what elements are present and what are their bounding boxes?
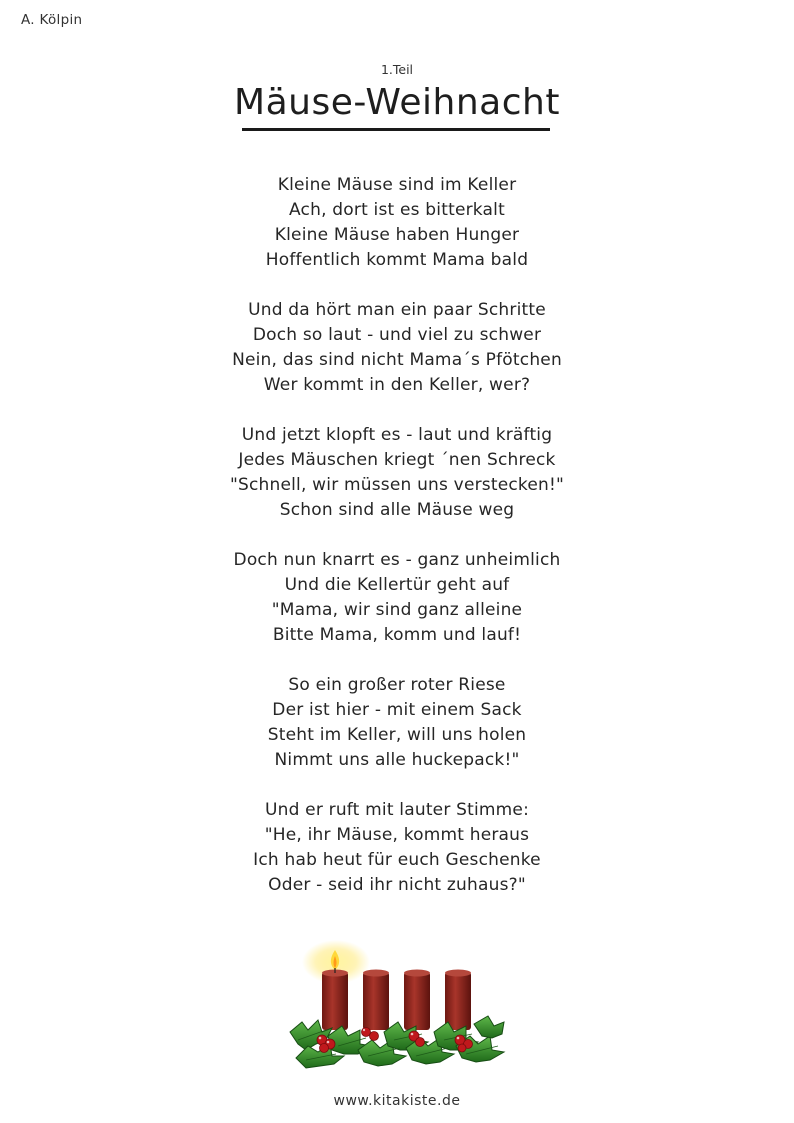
advent-wreath-candles-icon: [288, 940, 508, 1070]
poem-body: [0, 173, 794, 923]
poem-line: Der ist hier - mit einem Sack: [272, 700, 522, 720]
poem-line: Ich hab heut für euch Geschenke: [253, 850, 541, 870]
stanza-5: [0, 673, 794, 773]
part-label: 1.Teil: [380, 62, 414, 77]
poem-line: Und er ruft mit lauter Stimme:: [264, 800, 530, 820]
poem-title: Mäuse-Weihnacht: [234, 82, 560, 123]
poem-line: Steht im Keller, will uns holen: [267, 725, 527, 745]
poem-line: Wer kommt in den Keller, wer?: [263, 375, 531, 395]
poem-line: Doch so laut - und viel zu schwer: [252, 325, 542, 345]
stanza-1: [0, 173, 794, 273]
candle-2: [363, 972, 389, 1030]
poem-line: Bitte Mama, komm und lauf!: [272, 625, 522, 645]
poem-line: Oder - seid ihr nicht zuhaus?": [268, 875, 526, 895]
candle-1: [322, 972, 348, 1030]
poem-line: Hoffentlich kommt Mama bald: [265, 250, 529, 270]
poem-line: Kleine Mäuse haben Hunger: [274, 225, 520, 245]
poem-line: Nimmt uns alle huckepack!": [274, 750, 520, 770]
candle-4: [445, 972, 471, 1030]
stanza-4: [0, 548, 794, 648]
poem-line: Nein, das sind nicht Mama´s Pfötchen: [232, 350, 562, 370]
poem-line: Ach, dort ist es bitterkalt: [289, 200, 505, 220]
poem-line: "He, ihr Mäuse, kommt heraus: [264, 825, 530, 845]
poem-line: Und da hört man ein paar Schritte: [248, 300, 546, 320]
poem-line: Und die Kellertür geht auf: [284, 575, 510, 595]
footer-website: www.kitakiste.de: [333, 1093, 461, 1109]
author-name: A. Kölpin: [21, 12, 83, 28]
poem-line: "Mama, wir sind ganz alleine: [271, 600, 523, 620]
title-underline: [242, 128, 550, 131]
candle-3: [404, 972, 430, 1030]
poem-line: Kleine Mäuse sind im Keller: [277, 175, 517, 195]
poem-line: Und jetzt klopft es - laut und kräftig: [241, 425, 553, 445]
poem-line: "Schnell, wir müssen uns verstecken!": [229, 475, 565, 495]
poem-line: So ein großer roter Riese: [288, 675, 506, 695]
poem-line: Jedes Mäuschen kriegt ´nen Schreck: [238, 450, 556, 470]
stanza-6: [0, 798, 794, 898]
stanza-2: [0, 298, 794, 398]
stanza-3: [0, 423, 794, 523]
poem-line: Schon sind alle Mäuse weg: [279, 500, 515, 520]
poem-line: Doch nun knarrt es - ganz unheimlich: [233, 550, 561, 570]
